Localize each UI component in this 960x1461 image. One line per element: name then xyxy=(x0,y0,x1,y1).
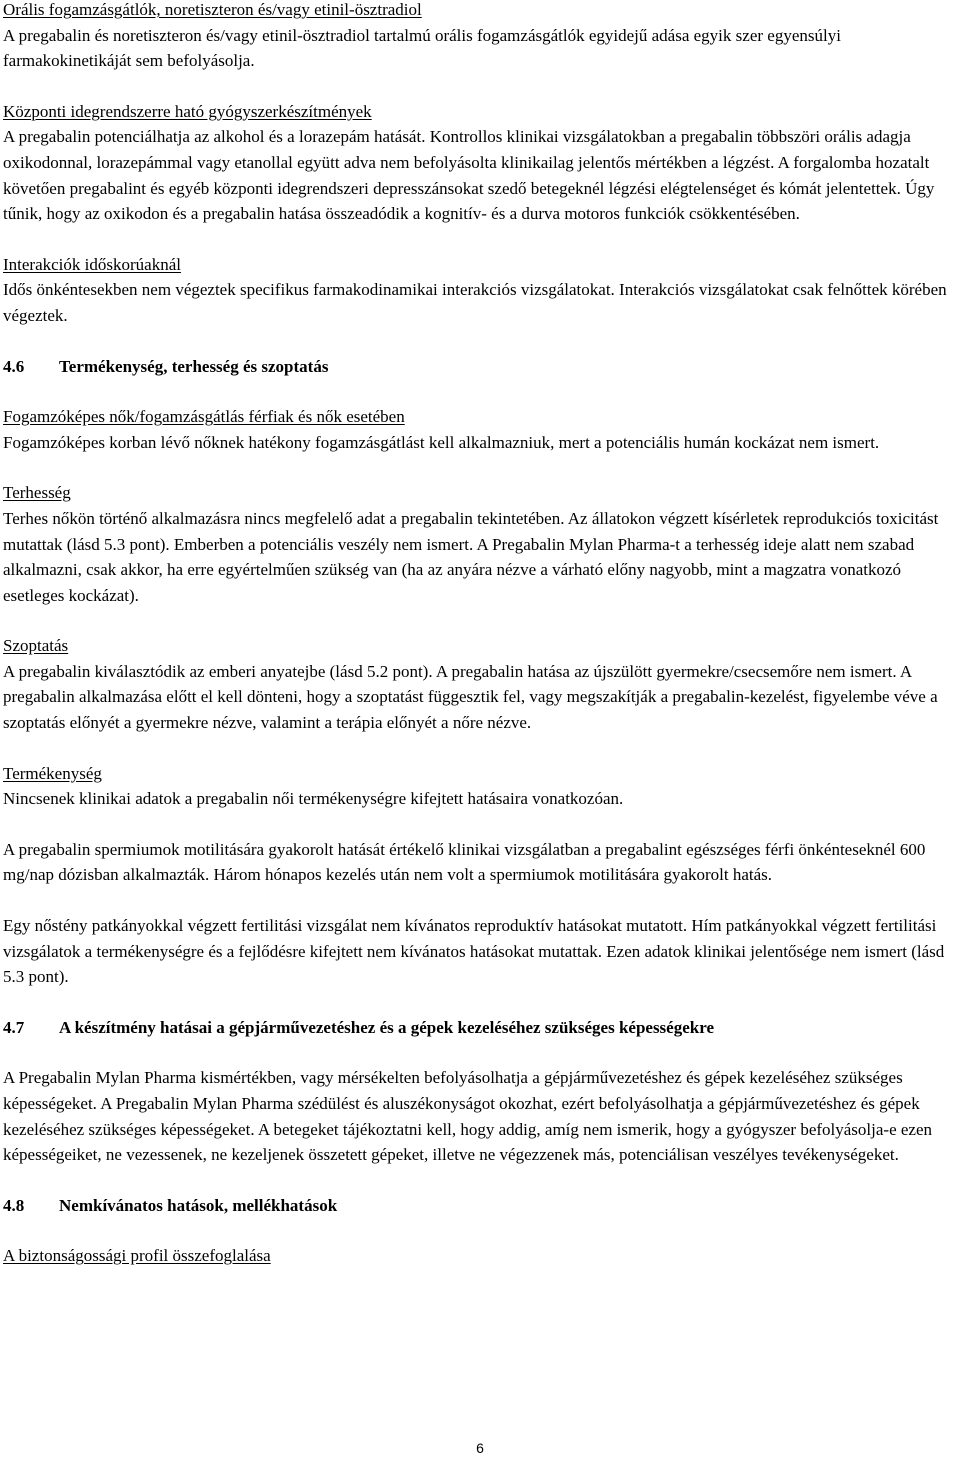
fertility-text: Nincsenek klinikai adatok a pregabalin női termékenységre kifejtett hatásaira vonatkozóan. xyxy=(3,789,624,809)
cns-drugs-block xyxy=(3,99,960,227)
contraception-text: Fogamzóképes korban lévő nőknek hatékony fogamzásgátlást kell alkalmazniuk, mert a potenciális humán kockázat nem ismert. xyxy=(3,432,880,452)
cns-drugs-heading: Központi idegrendszerre ható gyógyszerkészítmények xyxy=(3,101,372,121)
oral-contraceptives-heading: Orális fogamzásgátlók, noretiszteron és/vagy etinil-ösztradiol xyxy=(3,0,422,19)
safety-profile-heading: A biztonságossági profil összefoglalása xyxy=(3,1246,271,1266)
fertility-sperm-text: A pregabalin spermiumok motilitására gyakorolt hatását értékelő klinikai vizsgálatban a pregabalint egészséges férfi önkénteseknél 600 mg/nap dózisban alkalmazták. Három hónapos kezelés után nem volt a spermiumok motilitására gyakorolt hatás. xyxy=(3,839,926,885)
cns-drugs-text: A pregabalin potenciálhatja az alkohol és a lorazepám hatását. Kontrollos klinikai vizsgálatokban a pregabalin többszöri orális adagja oxikodonnal, lorazepámmal vagy etanollal együtt adva nem befolyásolta klinikailag jelentős mértékben a légzést. A forgalomba hozatalt követően pregabalint és egyéb központi idegrendszeri depresszánsokat szedő betegeknél légzési elégtelenséget és kómát jelentettek. Úgy tűnik, hogy az oxikodon és a pregabalin hatása összeadódik a kognitív- és a durva motoros funkciók csökkentésében. xyxy=(3,127,935,224)
fertility-heading: Termékenység xyxy=(3,763,102,783)
fertility-rat-text: Egy nőstény patkányokkal végzett fertilitási vizsgálat nem kívánatos reproduktív hatásokat mutatott. Hím patkányokkal végzett fertilitási vizsgálatok a termékenységre és a fejlődésre kifejtett nem kívánatos hatásokat mutattak. Ezen adatok klinikai jelentősége nem ismert (lásd 5.3 pont). xyxy=(3,916,945,987)
breastfeeding-heading: Szoptatás xyxy=(3,636,69,656)
section-4-7-heading xyxy=(3,1015,960,1041)
section-4-8-heading xyxy=(3,1193,960,1219)
section-4-7-title: A készítmény hatásai a gépjárművezetéshez és a gépek kezeléséhez szükséges képességekre xyxy=(59,1017,715,1037)
elderly-interactions-heading: Interakciók időskorúaknál xyxy=(3,254,181,274)
elderly-interactions-text: Idős önkéntesekben nem végeztek specifikus farmakodinamikai interakciós vizsgálatokat. Interakciós vizsgálatokat csak felnőttek körében végeztek. xyxy=(3,280,947,325)
pregnancy-text: Terhes nőkön történő alkalmazásra nincs megfelelő adat a pregabalin tekintetében. Az állatokon végzett kísérletek reprodukciós toxicitást mutattak (lásd 5.3 pont). Emberben a potenciális veszély nem ismert. A Pregabalin Mylan Pharma-t a terhesség ideje alatt nem szabad alkalmazni, csak akkor, ha erre egyértelműen szükség van (ha az anyára nézve a várható előny nagyobb, mint a magzatra vonatkozó esetleges kockázat). xyxy=(3,508,939,605)
fertility-sperm-block xyxy=(3,837,960,888)
section-4-6-title: Termékenység, terhesség és szoptatás xyxy=(59,356,329,376)
fertility-block xyxy=(3,761,960,812)
section-4-6-number: 4.6 xyxy=(3,356,25,376)
elderly-interactions-block xyxy=(3,252,960,329)
section-4-8-number: 4.8 xyxy=(3,1195,25,1215)
section-4-6-heading xyxy=(3,354,960,380)
section-4-7-number: 4.7 xyxy=(3,1017,25,1037)
contraception-block xyxy=(3,404,960,455)
pregnancy-block xyxy=(3,480,960,608)
contraception-heading: Fogamzóképes nők/fogamzásgátlás férfiak és nők esetében xyxy=(3,407,405,427)
section-4-8-title: Nemkívánatos hatások, mellékhatások xyxy=(59,1195,338,1215)
driving-text: A Pregabalin Mylan Pharma kismértékben, vagy mérsékelten befolyásolhatja a gépjárművezetéshez és gépek kezeléséhez szükséges képességeket. A Pregabalin Mylan Pharma szédülést és aluszékonyságot okozhat, ezért befolyásolhatja a gépjárművezetéshez és gépek kezeléséhez szükséges képességeket. A betegeket tájékoztatni kell, hogy addig, amíg nem ismerik, hogy a gyógyszer befolyásolja-e ezen képességeiket, ne vezessenek, ne kezeljenek összetett gépeket, illetve ne végezzenek más, potenciálisan veszélyes tevékenységeket. xyxy=(3,1068,932,1165)
page-number: 6 xyxy=(476,1440,484,1456)
oral-contraceptives-text: A pregabalin és noretiszteron és/vagy etinil-ösztradiol tartalmú orális fogamzásgátlók egyidejű adása egyik szer egyensúlyi farmakokinetikáját sem befolyásolja. xyxy=(3,25,841,71)
breastfeeding-block xyxy=(3,633,960,735)
pregnancy-heading: Terhesség xyxy=(3,483,71,503)
oral-contraceptives-block xyxy=(3,0,960,74)
fertility-rat-block xyxy=(3,913,960,990)
breastfeeding-text: A pregabalin kiválasztódik az emberi anyatejbe (lásd 5.2 pont). A pregabalin hatása az újszülött gyermekre/csecsemőre nem ismert. A pregabalin alkalmazása előtt el kell dönteni, hogy a szoptatást függesztik fel, vagy megszakítják a pregabalin-kezelést, figyelembe véve a szoptatás előnyét a gyermekre nézve, valamint a terápia előnyét a nőre nézve. xyxy=(3,661,938,733)
driving-block xyxy=(3,1065,960,1167)
